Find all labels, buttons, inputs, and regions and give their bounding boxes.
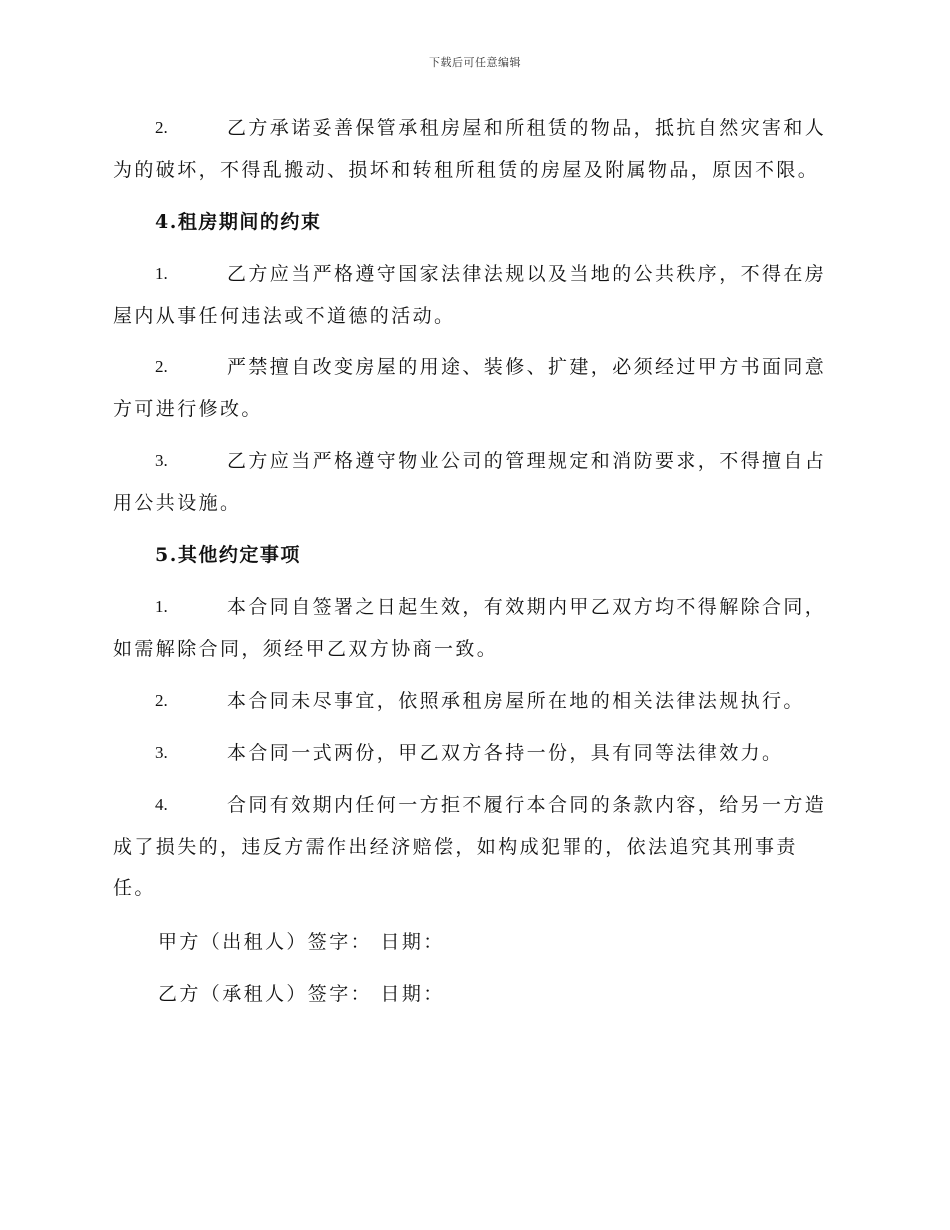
clause-text-line: 成了损失的，违反方需作出经济赔偿，如构成犯罪的，依法追究其刑事责 <box>113 836 798 858</box>
clause-number: 2. <box>155 357 168 376</box>
clause-number: 1. <box>155 597 168 616</box>
clause-text-line: 乙方应当严格遵守物业公司的管理规定和消防要求，不得擅自占 <box>227 450 827 472</box>
clause-text-line: 任。 <box>113 877 156 899</box>
clause-text-line: 为的破坏，不得乱搬动、损坏和转租所租赁的房屋及附属物品，原因不限。 <box>113 159 820 181</box>
clause-text-line: 如需解除合同，须经甲乙双方协商一致。 <box>113 638 499 660</box>
clause-number: 2. <box>155 118 168 137</box>
signature-line-party-a: 甲方（出租人）签字： 日期： <box>158 931 445 953</box>
clause-text-line: 本合同自签署之日起生效，有效期内甲乙双方均不得解除合同， <box>227 596 827 618</box>
clause-number: 4. <box>155 795 168 814</box>
clause-text-line: 方可进行修改。 <box>113 398 263 420</box>
clause-text-line: 本合同未尽事宜，依照承租房屋所在地的相关法律法规执行。 <box>227 690 805 712</box>
page-header: 下载后可任意编辑 <box>429 56 521 69</box>
clause-text-line: 用公共设施。 <box>113 492 242 514</box>
clause-text-line: 乙方承诺妥善保管承租房屋和所租赁的物品，抵抗自然灾害和人 <box>227 117 827 139</box>
clause-number: 3. <box>155 743 168 762</box>
clause-number: 1. <box>155 264 168 283</box>
clause-text-line: 严禁擅自改变房屋的用途、装修、扩建，必须经过甲方书面同意 <box>227 356 827 378</box>
section-heading: 4.租房期间的约束 <box>155 211 322 233</box>
clause-text-line: 合同有效期内任何一方拒不履行本合同的条款内容，给另一方造 <box>227 794 827 816</box>
signature-line-party-b: 乙方（承租人）签字： 日期： <box>158 983 445 1005</box>
section-heading: 5.其他约定事项 <box>155 544 301 566</box>
clause-text-line: 屋内从事任何违法或不道德的活动。 <box>113 305 456 327</box>
clause-number: 3. <box>155 451 168 470</box>
clause-text-line: 本合同一式两份，甲乙双方各持一份，具有同等法律效力。 <box>227 742 784 764</box>
clause-text-line: 乙方应当严格遵守国家法律法规以及当地的公共秩序，不得在房 <box>227 263 827 285</box>
clause-number: 2. <box>155 691 168 710</box>
